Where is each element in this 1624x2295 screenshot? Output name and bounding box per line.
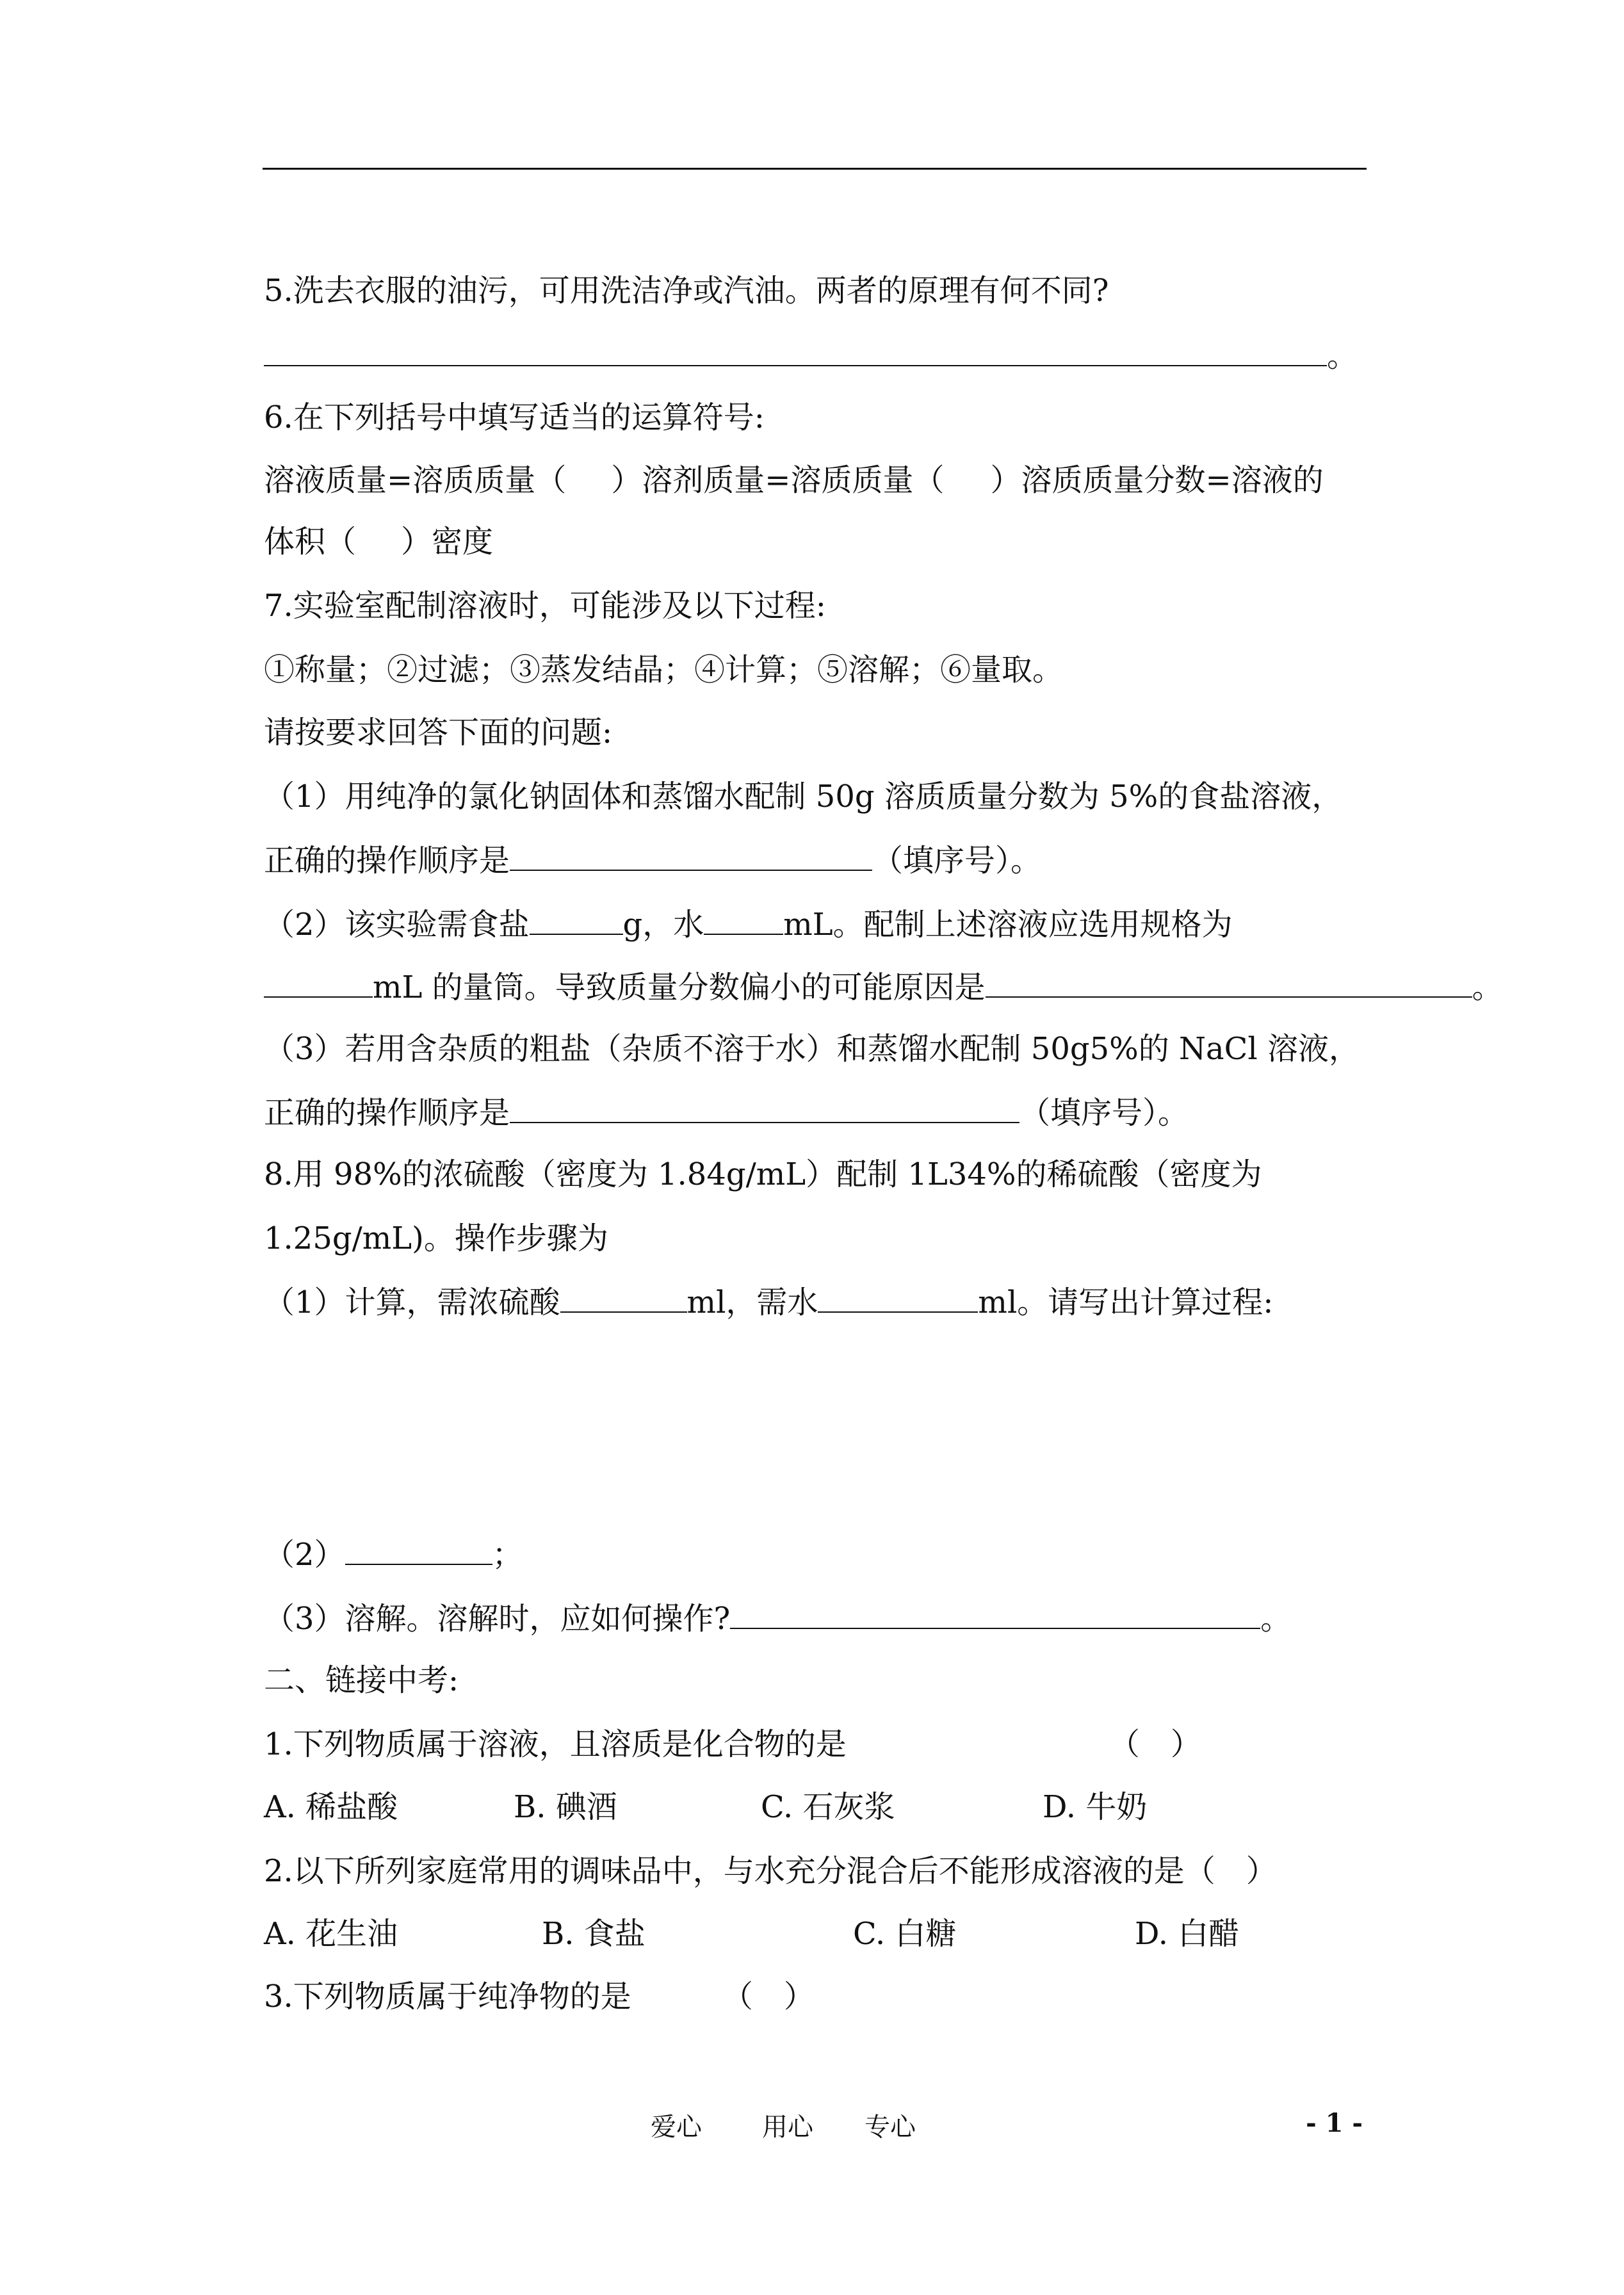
q8-text-1: 8.用 98%的浓硫酸（密度为 1.84g/mL）配制 1L34%的稀硫酸（密度为 (264, 1156, 1262, 1192)
page-number: - 1 - (1306, 2108, 1363, 2138)
q7-part2-prefix: （2）该实验需食盐 (264, 907, 530, 943)
q7-part2-ml: mL。配制上述溶液应选用规格为 (783, 907, 1233, 943)
q7-cylinder-blank[interactable] (264, 971, 373, 998)
q6-part-d: 体积（ (264, 524, 357, 560)
q6-line2 (264, 524, 494, 560)
q7-part1-suffix: （填序号）。 (872, 843, 1042, 879)
s2-q1-options (264, 1789, 1148, 1825)
q5-text: 5.洗去衣服的油污，可用洗洁净或汽油。两者的原理有何不同? (264, 273, 1109, 309)
q8-acid-blank[interactable] (560, 1286, 687, 1313)
section2-title-text: 二、链接中考: (264, 1662, 459, 1698)
footer-word-3: 专心 (865, 2113, 916, 2142)
q5-end: 。 (1327, 338, 1358, 374)
q8-step2-blank[interactable] (345, 1538, 492, 1565)
q7-part1-text: （1）用纯净的氯化钠固体和蒸馏水配制 50g 溶质质量分数为 5%的食盐溶液， (264, 779, 1343, 815)
q8-water-blank[interactable] (818, 1286, 978, 1313)
q6-part-a: 溶液质量=溶质质量（ (264, 462, 567, 498)
s2-q2-option-b[interactable]: B. 食盐 (542, 1916, 646, 1952)
q8-step3 (264, 1601, 1292, 1637)
s2-q2 (264, 1853, 1277, 1889)
q7-part1-blank[interactable] (510, 844, 872, 871)
q8-step2 (264, 1537, 523, 1573)
q7-part2-g: g，水 (622, 907, 704, 943)
q8-step3-prefix: （3）溶解。溶解时，应如何操作? (264, 1601, 731, 1637)
q8-line1 (264, 1156, 1262, 1192)
s2-q2-option-a[interactable]: A. 花生油 (264, 1916, 398, 1952)
q7-part3-blank[interactable] (510, 1096, 1019, 1123)
s2-q1-option-d[interactable]: D. 牛奶 (1043, 1789, 1148, 1825)
q7-reason-blank[interactable] (986, 971, 1472, 998)
q7-prompt (264, 717, 612, 748)
q7-part3-text: （3）若用含杂质的粗盐（杂质不溶于水）和蒸馏水配制 50g5%的 NaCl 溶液， (264, 1031, 1360, 1067)
q8-step1-suffix: ml。请写出计算过程: (978, 1285, 1274, 1320)
header-rule (263, 168, 1367, 170)
q6-intro-text: 6.在下列括号中填写适当的运算符号: (264, 400, 765, 435)
q8-step2-prefix: （2） (264, 1537, 345, 1573)
q8-step3-suffix: 。 (1260, 1601, 1292, 1637)
q8-line2 (264, 1220, 608, 1256)
q7-part2-line1 (264, 907, 1233, 943)
q7-part1-line1 (264, 779, 1343, 815)
q7-part2-reason: mL 的量筒。导致质量分数偏小的可能原因是 (373, 969, 986, 1005)
s2-q3-answer-paren[interactable]: （ ） (722, 1979, 815, 2015)
s2-q1 (264, 1726, 1201, 1762)
s2-q2-option-d[interactable]: D. 白醋 (1135, 1916, 1240, 1952)
q7-intro-text: 7.实验室配制溶液时，可能涉及以下过程: (264, 588, 826, 624)
s2-q1-text: 1.下列物质属于溶液，且溶质是化合物的是 (264, 1726, 847, 1762)
footer-word-1: 爱心 (651, 2113, 702, 2142)
q7-part3-prefix: 正确的操作顺序是 (264, 1095, 510, 1131)
q6-part-e: ）密度 (401, 524, 494, 560)
q6-part-b: ）溶剂质量=溶质质量（ (611, 462, 945, 498)
s2-q3-text: 3.下列物质属于纯净物的是 (264, 1979, 631, 2015)
q7-steps-text: ①称量；②过滤；③蒸发结晶；④计算；⑤溶解；⑥量取。 (264, 652, 1064, 688)
s2-q3 (264, 1979, 815, 2015)
s2-q2-options (264, 1916, 1240, 1952)
q8-step1-mid: ml，需水 (686, 1285, 818, 1320)
q7-part2-end: 。 (1472, 969, 1503, 1005)
s2-q1-option-c[interactable]: C. 石灰浆 (761, 1789, 895, 1825)
q8-step1 (264, 1286, 1273, 1318)
q7-intro (264, 588, 826, 624)
q7-prompt-text: 请按要求回答下面的问题: (264, 715, 613, 750)
s2-q1-option-a[interactable]: A. 稀盐酸 (264, 1789, 398, 1825)
q8-step1-prefix: （1）计算，需浓硫酸 (264, 1285, 560, 1320)
q5-answer-blank[interactable] (264, 339, 1327, 366)
q7-part1-line2 (264, 843, 1042, 879)
q7-steps (264, 652, 1064, 688)
q8-step3-blank[interactable] (730, 1602, 1260, 1629)
q7-part3-line1 (264, 1031, 1360, 1067)
q7-part3-suffix: （填序号）。 (1019, 1095, 1189, 1131)
footer-word-2: 用心 (762, 2113, 813, 2142)
s2-q2-option-c[interactable]: C. 白糖 (853, 1916, 957, 1952)
s2-q2-text: 2.以下所列家庭常用的调味品中，与水充分混合后不能形成溶液的是（ ） (264, 1853, 1277, 1889)
s2-q1-answer-paren[interactable]: （ ） (1108, 1726, 1201, 1762)
q7-salt-blank[interactable] (530, 908, 623, 935)
s2-q1-option-b[interactable]: B. 碘酒 (514, 1789, 617, 1825)
q7-part2-line2 (264, 971, 1503, 1003)
q6-line1 (264, 462, 1324, 498)
q6-intro (264, 402, 765, 433)
section2-title (264, 1662, 459, 1698)
q8-step2-suffix: ； (492, 1537, 523, 1573)
q7-water-blank[interactable] (704, 908, 783, 935)
q5-question (264, 273, 1109, 309)
q6-part-c: ）溶质质量分数=溶液的 (990, 462, 1324, 498)
q8-text-2: 1.25g/mL)。操作步骤为 (264, 1220, 608, 1256)
q5-answer-line (264, 338, 1358, 374)
q7-part1-prefix: 正确的操作顺序是 (264, 843, 510, 879)
q7-part3-line2 (264, 1095, 1189, 1131)
